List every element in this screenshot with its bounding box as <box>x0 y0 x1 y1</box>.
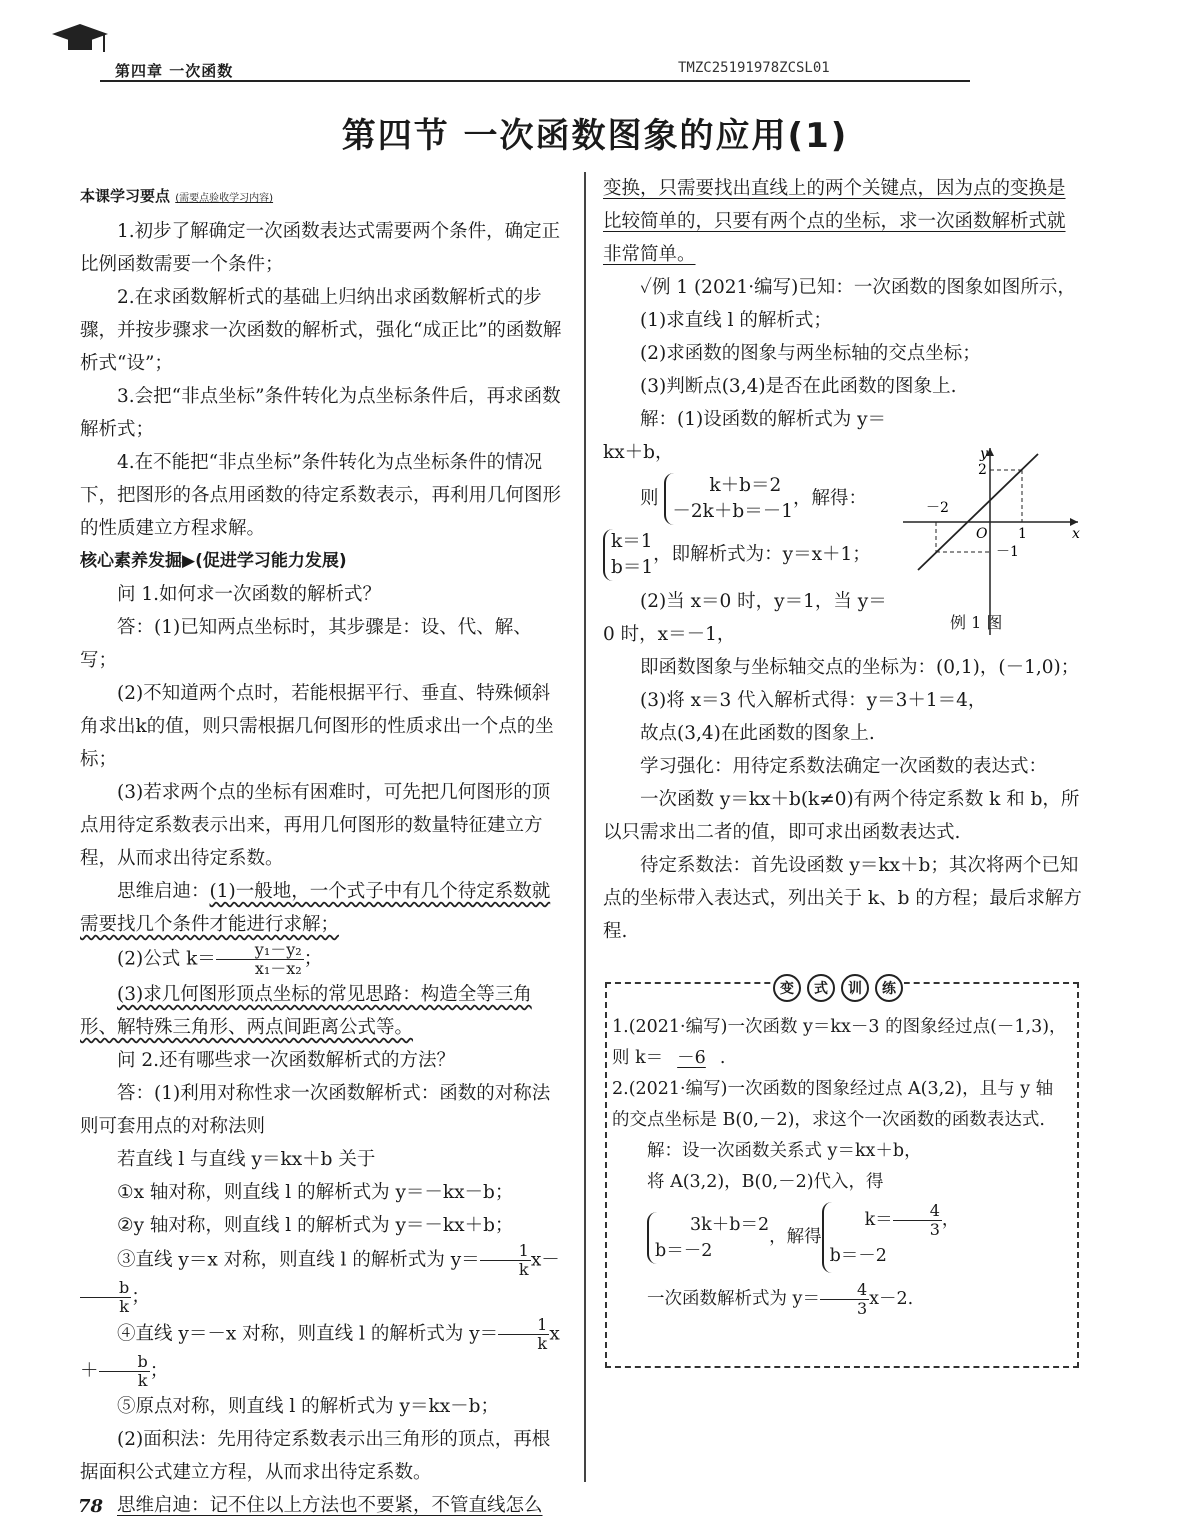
answer-1-step1: 答：(1)已知两点坐标时，其步骤是：设、代、解、写； <box>80 617 532 671</box>
left-column <box>80 180 565 1522</box>
solution-1: 解：(1)设函数的解析式为 y＝kx＋b， <box>603 409 887 463</box>
question-2: 问 2.还有哪些求一次函数解析式的方法？ <box>117 1050 456 1071</box>
header-rule <box>100 80 970 82</box>
section-key-points-title: 本课学习要点 (需要点验收学习内容) <box>80 187 274 205</box>
practice-badge <box>772 974 904 1000</box>
column-divider <box>584 172 586 1482</box>
check-mark-icon: ✓ <box>640 277 652 298</box>
practice-content <box>612 1012 1068 1318</box>
page-title: 第四节 一次函数图象的应用(1) <box>341 116 849 156</box>
example-q3: (3)判断点(3,4)是否在此函数的图象上. <box>640 376 957 397</box>
graduation-cap-icon <box>50 22 110 58</box>
page-code: TMZC25191978ZCSL01 <box>678 60 830 76</box>
thinking-tip-1c: (3)求几何图形顶点坐标的常见思路：构造全等三角形、解特殊三角形、两点间距离公式等。 <box>80 984 532 1038</box>
x-label: x <box>1072 526 1080 542</box>
y-label: y <box>980 446 988 462</box>
x-axis-arrow <box>1070 518 1078 526</box>
chapter-label: 第四章 一次函数 <box>115 62 234 80</box>
solution-system-2: k＝1 b＝1，即解析式为：y＝x＋1； <box>603 529 893 581</box>
tick-minus-1: －1 <box>996 544 1019 560</box>
solution-3: (3)将 x＝3 代入解析式得：y＝3＋1＝4， <box>640 690 987 711</box>
symmetry-y-equals-neg-x: ④直线 y＝－x 对称，则直线 l 的解析式为 y＝ $\frac{1}{k}$ x＋ $\frac{b}{k}$ ； <box>80 1315 560 1390</box>
thinking-tip-2: 思维启迪：记不住以上方法也不要紧，不管直线怎么 <box>117 1495 543 1516</box>
goal-item: 4.在不能把“非点坐标”条件转化为点坐标条件的情况下，把图形的各点用函数的待定系数表示，再利用几何图形的性质建立方程求解。 <box>80 452 562 539</box>
badge-char: 变 <box>773 974 801 1002</box>
area-method: (2)面积法：先用待定系数表示出三角形的顶点，再根据面积公式建立方程，从而求出待定系数。 <box>80 1429 551 1483</box>
symmetry-x-axis: ①x 轴对称，则直线 l 的解析式为 y＝－kx－b； <box>117 1182 514 1203</box>
tick-2: 2 <box>978 462 987 478</box>
practice-2-answer: 一次函数解析式为 y＝ $\frac{4}{3}$ x－2. <box>647 1280 914 1318</box>
goal-item: 3.会把“非点坐标”条件转化为点坐标条件后，再求函数解析式； <box>80 386 561 440</box>
thinking-tip-1b: (2)公式 k＝ $\frac{\text{y₁－y₂}}{\text{x₁－x₂}}$ ； <box>117 940 323 978</box>
study-strengthening-body: 一次函数 y＝kx＋b(k≠0)有两个待定系数 k 和 b，所以只需求出二者的值，即可求出函数表达式. <box>603 789 1080 843</box>
solution-2: (2)当 x＝0 时，y＝1，当 y＝0 时，x＝－1， <box>603 591 887 645</box>
goal-item: 2.在求函数解析式的基础上归纳出求函数解析式的步骤，并按步骤求一次函数的解析式，强化“成正比”的函数解析式“设”； <box>80 287 562 374</box>
example-q2: (2)求函数的图象与两坐标轴的交点坐标； <box>640 343 981 364</box>
practice-1-answer: －6 <box>677 1048 706 1068</box>
practice-1: 1.(2021·编写)一次函数 y＝kx－3 的图象经过点(－1,3)，则 k＝ －6 . <box>612 1017 1067 1068</box>
solution-system-1: 则 k＋b＝2 －2k＋b＝－1，解得： <box>603 473 893 525</box>
practice-2: 2.(2021·编写)一次函数的图象经过点 A(3,2)，且与 y 轴的交点坐标是 B(0,－2)，求这个一次函数的函数表达式. <box>612 1079 1054 1130</box>
solution-3-result: 故点(3,4)在此函数的图象上. <box>640 723 875 744</box>
practice-2-solution-2: 将 A(3,2)，B(0,－2)代入，得 <box>647 1172 884 1192</box>
symmetry-origin: ⑤原点对称，则直线 l 的解析式为 y＝kx－b； <box>117 1396 499 1417</box>
question-1: 问 1.如何求一次函数的解析式？ <box>117 584 382 605</box>
example-q1: (1)求直线 l 的解析式； <box>640 310 832 331</box>
practice-2-system: 3k＋b＝2 b＝－2，解得k＝ $\frac{4}{3}$ ， b＝－2 <box>612 1202 1068 1273</box>
answer-1-step3: (3)若求两个点的坐标有困难时，可先把几何图形的顶点用待定系数表示出来，再用几何图形的数量特征建立方程，从而求出待定系数。 <box>80 782 551 869</box>
badge-char: 式 <box>807 974 835 1002</box>
symmetry-y-equals-x: ③直线 y＝x 对称，则直线 l 的解析式为 y＝ $\frac{1}{k}$ x－ $\frac{b}{k}$ ； <box>80 1242 565 1316</box>
graph-caption: 例 1 图 <box>950 613 1003 632</box>
tick-minus-2: －2 <box>926 500 949 516</box>
study-strengthening: 学习强化：用待定系数法确定一次函数的表达式： <box>640 756 1048 777</box>
tick-1: 1 <box>1018 526 1027 542</box>
answer-2-condition: 若直线 l 与直线 y＝kx＋b 关于 <box>117 1149 376 1170</box>
practice-2-solution-1: 解：设一次函数关系式 y＝kx＋b， <box>647 1141 922 1161</box>
page-number: 78 <box>78 1496 104 1517</box>
answer-1-step2: (2)不知道两个点时，若能根据平行、垂直、特殊倾斜角求出k的值，则只需根据几何图形的性质求出一个点的坐标； <box>80 683 554 770</box>
thinking-tip-1a: 思维启迪：(1)一般地，一个式子中有几个待定系数就需要找几个条件才能进行求解； <box>80 881 551 935</box>
continued-text: 变换，只需要找出直线上的两个关键点，因为点的变换是比较简单的，只要有两个点的坐标，求一次函数解析式就非常简单。 <box>603 178 1066 265</box>
undetermined-coefficient-method: 待定系数法：首先设函数 y＝kx＋b；其次将两个已知点的坐标带入表达式，列出关于 k、b 的方程；最后求解方程. <box>603 855 1082 942</box>
example-1-title: ✓例 1 (2021·编写)已知：一次函数的图象如图所示， <box>640 277 1076 298</box>
section-core-literacy-title: 核心素养发掘▶(促进学习能力发展) <box>80 551 347 571</box>
answer-2-intro: 答：(1)利用对称性求一次函数解析式：函数的对称法则可套用点的对称法则 <box>80 1083 551 1137</box>
badge-char: 训 <box>841 974 869 1002</box>
goal-item: 1.初步了解确定一次函数表达式需要两个条件，确定正比例函数需要一个条件； <box>80 221 561 275</box>
symmetry-y-axis: ②y 轴对称，则直线 l 的解析式为 y＝－kx＋b； <box>117 1215 514 1236</box>
solution-2-result: 即函数图象与坐标轴交点的坐标为：(0,1)，(－1,0)； <box>640 657 1080 678</box>
origin-label: O <box>976 526 988 542</box>
badge-char: 练 <box>875 974 903 1002</box>
